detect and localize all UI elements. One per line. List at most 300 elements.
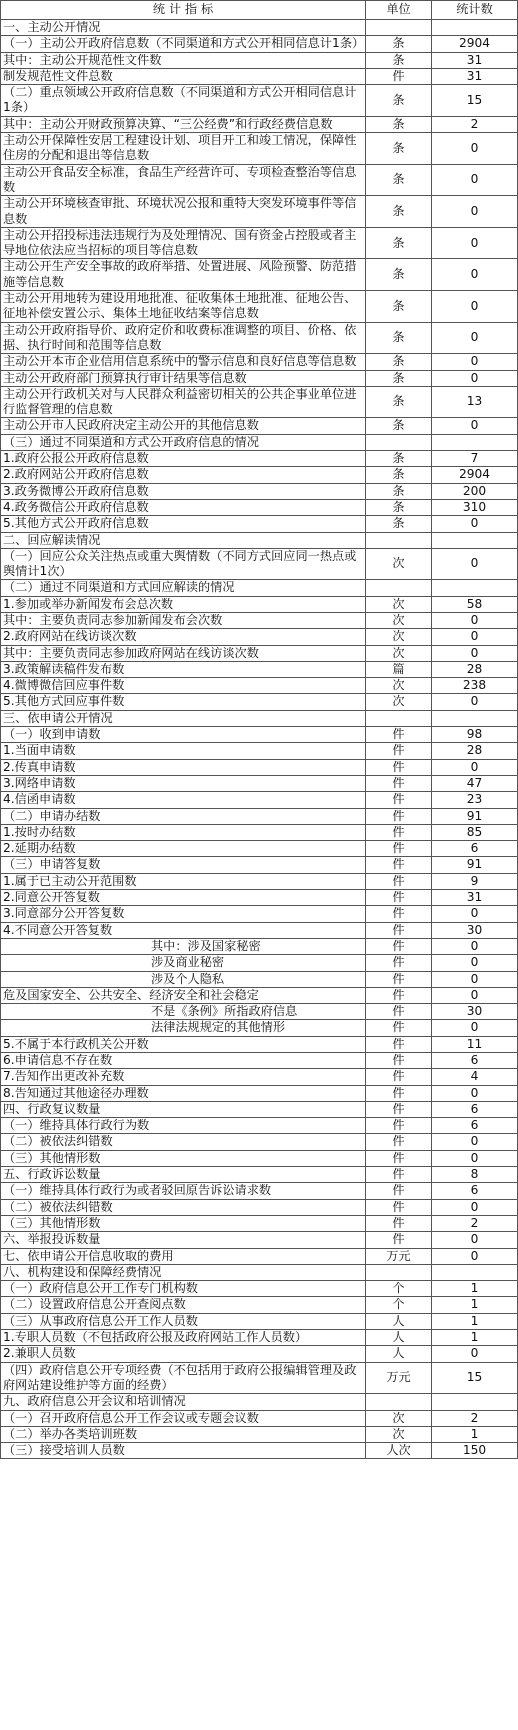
unit-cell: 件 [366, 775, 432, 791]
count-cell: 15 [432, 85, 518, 117]
count-cell: 30 [432, 1004, 518, 1020]
count-cell: 58 [432, 596, 518, 612]
indicator-cell: 主动公开用地转为建设用地批准、征收集体土地批准、征地公告、征地补偿安置公示、集体土地征收结案等信息数 [1, 291, 366, 323]
count-cell: 0 [432, 987, 518, 1003]
count-cell: 6 [432, 841, 518, 857]
unit-cell [366, 1394, 432, 1410]
count-cell: 2904 [432, 36, 518, 52]
table-row [1, 1346, 518, 1362]
table-row [1, 1281, 518, 1297]
count-cell: 0 [432, 759, 518, 775]
table-row [1, 1443, 518, 1459]
count-cell: 6 [432, 1118, 518, 1134]
count-cell [432, 532, 518, 548]
indicator-cell: 主动公开保障性安居工程建设计划、项目开工和竣工情况，保障性住房的分配和退出等信息数 [1, 133, 366, 165]
table-row [1, 743, 518, 759]
unit-cell: 条 [366, 196, 432, 228]
indicator-cell: 其中：主动公开财政预算决算、“三公经费”和行政经费信息数 [1, 116, 366, 132]
count-cell: 6 [432, 1053, 518, 1069]
indicator-cell: （四）政府信息公开专项经费（不包括用于政府公报编辑管理及政府网站建设维护等方面的经费） [1, 1362, 366, 1394]
unit-cell: 件 [366, 1053, 432, 1069]
count-cell: 31 [432, 890, 518, 906]
indicator-cell: （一）收到申请数 [1, 727, 366, 743]
indicator-cell: 危及国家安全、公共安全、经济安全和社会稳定 [1, 987, 366, 1003]
indicator-cell: 4.信函申请数 [1, 792, 366, 808]
unit-cell: 件 [366, 987, 432, 1003]
unit-cell: 件 [366, 808, 432, 824]
unit-cell: 人 [366, 1330, 432, 1346]
table-row [1, 52, 518, 68]
unit-cell: 次 [366, 678, 432, 694]
unit-cell: 个 [366, 1297, 432, 1313]
unit-cell: 次 [366, 1410, 432, 1426]
count-cell: 0 [432, 1134, 518, 1150]
table-row [1, 1167, 518, 1183]
indicator-cell: 5.其他方式公开政府信息数 [1, 516, 366, 532]
unit-cell: 条 [366, 133, 432, 165]
indicator-cell: 九、政府信息公开会议和培训情况 [1, 1394, 366, 1410]
table-row [1, 116, 518, 132]
count-cell: 7 [432, 451, 518, 467]
table-row [1, 1004, 518, 1020]
count-cell: 150 [432, 1443, 518, 1459]
indicator-cell: 主动公开生产安全事故的政府举措、处置进展、风险预警、防范措施等信息数 [1, 259, 366, 291]
unit-cell: 人次 [366, 1443, 432, 1459]
indicator-cell: 4.政务微信公开政府信息数 [1, 499, 366, 515]
indicator-cell: 主动公开食品安全标准，食品生产经营许可、专项检查整治等信息数 [1, 164, 366, 196]
unit-cell: 条 [366, 499, 432, 515]
table-row [1, 483, 518, 499]
indicator-cell: 1.按时办结数 [1, 824, 366, 840]
indicator-cell: 2.兼职人员数 [1, 1346, 366, 1362]
count-cell [432, 1394, 518, 1410]
unit-cell: 件 [366, 824, 432, 840]
count-cell: 0 [432, 291, 518, 323]
count-cell: 0 [432, 164, 518, 196]
indicator-cell: （三）接受培训人员数 [1, 1443, 366, 1459]
table-row [1, 451, 518, 467]
count-cell: 30 [432, 922, 518, 938]
table-row [1, 418, 518, 434]
unit-cell: 件 [366, 955, 432, 971]
unit-cell: 条 [366, 451, 432, 467]
count-cell: 0 [432, 612, 518, 628]
header-indicator: 统 计 指 标 [1, 1, 366, 20]
count-cell: 0 [432, 1346, 518, 1362]
unit-cell: 件 [366, 727, 432, 743]
table-row [1, 36, 518, 52]
unit-cell: 条 [366, 227, 432, 259]
table-row [1, 1362, 518, 1394]
indicator-cell: 涉及个人隐私 [1, 971, 366, 987]
count-cell: 2904 [432, 467, 518, 483]
indicator-cell: 不是《条例》所指政府信息 [1, 1004, 366, 1020]
unit-cell: 次 [366, 645, 432, 661]
unit-cell: 条 [366, 259, 432, 291]
table-row [1, 1232, 518, 1248]
unit-cell: 件 [366, 1004, 432, 1020]
table-row [1, 808, 518, 824]
unit-cell: 件 [366, 792, 432, 808]
table-row [1, 987, 518, 1003]
unit-cell [366, 20, 432, 36]
unit-cell: 次 [366, 612, 432, 628]
indicator-cell: （一）维持具体行政行为或者驳回原告诉讼请求数 [1, 1183, 366, 1199]
indicator-cell: （三）通过不同渠道和方式公开政府信息的情况 [1, 434, 366, 450]
count-cell: 310 [432, 499, 518, 515]
count-cell: 1 [432, 1330, 518, 1346]
count-cell: 0 [432, 1232, 518, 1248]
indicator-cell: 3.政策解读稿件发布数 [1, 661, 366, 677]
count-cell: 0 [432, 196, 518, 228]
table-row [1, 1134, 518, 1150]
table-row [1, 1053, 518, 1069]
count-cell: 0 [432, 1020, 518, 1036]
table-row [1, 1394, 518, 1410]
unit-cell: 件 [366, 890, 432, 906]
count-cell: 2 [432, 116, 518, 132]
indicator-cell: 主动公开市人民政府决定主动公开的其他信息数 [1, 418, 366, 434]
count-cell: 0 [432, 1085, 518, 1101]
unit-cell: 件 [366, 922, 432, 938]
unit-cell: 个 [366, 1281, 432, 1297]
indicator-cell: 3.同意部分公开答复数 [1, 906, 366, 922]
unit-cell: 件 [366, 1167, 432, 1183]
table-row [1, 164, 518, 196]
table-row [1, 1069, 518, 1085]
table-row [1, 775, 518, 791]
indicator-cell: （二）申请办结数 [1, 808, 366, 824]
unit-cell: 次 [366, 548, 432, 580]
indicator-cell: 2.政府网站公开政府信息数 [1, 467, 366, 483]
table-row [1, 661, 518, 677]
indicator-cell: （二）被依法纠错数 [1, 1134, 366, 1150]
unit-cell [366, 710, 432, 726]
count-cell: 23 [432, 792, 518, 808]
unit-cell: 件 [366, 1101, 432, 1117]
count-cell: 13 [432, 386, 518, 418]
count-cell: 0 [432, 516, 518, 532]
table-row [1, 386, 518, 418]
table-row [1, 890, 518, 906]
unit-cell: 条 [366, 370, 432, 386]
count-cell: 6 [432, 1101, 518, 1117]
count-cell: 0 [432, 227, 518, 259]
unit-cell: 次 [366, 629, 432, 645]
indicator-cell: 其中：涉及国家秘密 [1, 938, 366, 954]
table-row [1, 354, 518, 370]
header-unit: 单位 [366, 1, 432, 20]
count-cell: 0 [432, 354, 518, 370]
indicator-cell: （三）申请答复数 [1, 857, 366, 873]
count-cell: 0 [432, 955, 518, 971]
indicator-cell: 4.不同意公开答复数 [1, 922, 366, 938]
count-cell: 28 [432, 743, 518, 759]
count-cell: 1 [432, 1313, 518, 1329]
table-row [1, 1264, 518, 1280]
unit-cell: 条 [366, 322, 432, 354]
table-row [1, 467, 518, 483]
indicator-cell: 主动公开招投标违法违规行为及处理情况、国有资金占控股或者主导地位依法应当招标的项目等信息数 [1, 227, 366, 259]
table-row [1, 1150, 518, 1166]
table-row [1, 906, 518, 922]
count-cell: 47 [432, 775, 518, 791]
indicator-cell: 其中：主要负责同志参加政府网站在线访谈次数 [1, 645, 366, 661]
indicator-cell: （二）设置政府信息公开查阅点数 [1, 1297, 366, 1313]
table-row [1, 1410, 518, 1426]
count-cell: 0 [432, 259, 518, 291]
unit-cell: 件 [366, 68, 432, 84]
count-cell: 2 [432, 1410, 518, 1426]
table-row [1, 133, 518, 165]
unit-cell: 件 [366, 938, 432, 954]
indicator-cell: 其中：主动公开规范性文件数 [1, 52, 366, 68]
unit-cell: 次 [366, 694, 432, 710]
unit-cell: 篇 [366, 661, 432, 677]
unit-cell: 条 [366, 116, 432, 132]
count-cell [432, 20, 518, 36]
indicator-cell: 2.同意公开答复数 [1, 890, 366, 906]
indicator-cell: （一）主动公开政府信息数（不同渠道和方式公开相同信息计1条） [1, 36, 366, 52]
table-row [1, 792, 518, 808]
unit-cell: 人 [366, 1313, 432, 1329]
unit-cell: 条 [366, 291, 432, 323]
table-row [1, 857, 518, 873]
count-cell: 0 [432, 694, 518, 710]
count-cell: 15 [432, 1362, 518, 1394]
unit-cell: 件 [366, 1020, 432, 1036]
table-row [1, 580, 518, 596]
table-row [1, 922, 518, 938]
count-cell: 91 [432, 808, 518, 824]
table-row [1, 645, 518, 661]
unit-cell: 件 [366, 1232, 432, 1248]
unit-cell [366, 1264, 432, 1280]
table-row [1, 873, 518, 889]
table-row [1, 1183, 518, 1199]
unit-cell: 条 [366, 164, 432, 196]
indicator-cell: 3.政务微博公开政府信息数 [1, 483, 366, 499]
count-cell: 0 [432, 418, 518, 434]
count-cell: 31 [432, 68, 518, 84]
table-row [1, 955, 518, 971]
table-row [1, 694, 518, 710]
table-row [1, 322, 518, 354]
count-cell: 0 [432, 645, 518, 661]
indicator-cell: 1.政府公报公开政府信息数 [1, 451, 366, 467]
indicator-cell: 二、回应解读情况 [1, 532, 366, 548]
unit-cell [366, 532, 432, 548]
unit-cell: 件 [366, 873, 432, 889]
table-row [1, 727, 518, 743]
count-cell: 0 [432, 938, 518, 954]
indicator-cell: 法律法规规定的其他情形 [1, 1020, 366, 1036]
indicator-cell: （二）被依法纠错数 [1, 1199, 366, 1215]
indicator-cell: 主动公开行政机关对与人民群众利益密切相关的公共企事业单位进行监督管理的信息数 [1, 386, 366, 418]
table-row [1, 1199, 518, 1215]
indicator-cell: 1.参加或举办新闻发布会总次数 [1, 596, 366, 612]
table-row [1, 938, 518, 954]
indicator-cell: （三）其他情形数 [1, 1215, 366, 1231]
unit-cell: 件 [366, 1069, 432, 1085]
count-cell: 1 [432, 1426, 518, 1442]
table-row [1, 841, 518, 857]
count-cell: 1 [432, 1281, 518, 1297]
indicator-cell: 主动公开环境核查审批、环境状况公报和重特大突发环境事件等信息数 [1, 196, 366, 228]
unit-cell: 条 [366, 52, 432, 68]
unit-cell: 件 [366, 1215, 432, 1231]
unit-cell [366, 434, 432, 450]
indicator-cell: 1.当面申请数 [1, 743, 366, 759]
table-row [1, 824, 518, 840]
indicator-cell: 7.告知作出更改补充数 [1, 1069, 366, 1085]
indicator-cell: 5.不属于本行政机关公开数 [1, 1036, 366, 1052]
count-cell: 9 [432, 873, 518, 889]
table-row [1, 499, 518, 515]
unit-cell: 条 [366, 467, 432, 483]
indicator-cell: 1.专职人员数（不包括政府公报及政府网站工作人员数） [1, 1330, 366, 1346]
count-cell: 31 [432, 52, 518, 68]
count-cell: 0 [432, 1150, 518, 1166]
indicator-cell: 主动公开政府指导价、政府定价和收费标准调整的项目、价格、依据、执行时间和范围等信息数 [1, 322, 366, 354]
unit-cell: 条 [366, 36, 432, 52]
count-cell [432, 580, 518, 596]
indicator-cell: 6.申请信息不存在数 [1, 1053, 366, 1069]
count-cell: 0 [432, 370, 518, 386]
indicator-cell: （三）从事政府信息公开工作人员数 [1, 1313, 366, 1329]
indicator-cell: 四、行政复议数量 [1, 1101, 366, 1117]
indicator-cell: （三）其他情形数 [1, 1150, 366, 1166]
unit-cell: 件 [366, 1150, 432, 1166]
table-row [1, 1085, 518, 1101]
indicator-cell: 5.其他方式回应事件数 [1, 694, 366, 710]
indicator-cell: 8.告知通过其他途径办理数 [1, 1085, 366, 1101]
header-row [1, 1, 518, 20]
header-count: 统计数 [432, 1, 518, 20]
indicator-cell: 一、主动公开情况 [1, 20, 366, 36]
indicator-cell: 4.微博微信回应事件数 [1, 678, 366, 694]
indicator-cell: 六、举报投诉数量 [1, 1232, 366, 1248]
unit-cell: 条 [366, 418, 432, 434]
indicator-cell: 主动公开本市企业信用信息系统中的警示信息和良好信息等信息数 [1, 354, 366, 370]
count-cell: 8 [432, 1167, 518, 1183]
table-row [1, 1313, 518, 1329]
indicator-cell: 2.延期办结数 [1, 841, 366, 857]
table-row [1, 971, 518, 987]
unit-cell: 件 [366, 857, 432, 873]
indicator-cell: （一）回应公众关注热点或重大舆情数（不同方式回应同一热点或舆情计1次） [1, 548, 366, 580]
indicator-cell: 主动公开政府部门预算执行审计结果等信息数 [1, 370, 366, 386]
unit-cell: 万元 [366, 1362, 432, 1394]
table-row [1, 596, 518, 612]
count-cell: 0 [432, 322, 518, 354]
unit-cell: 件 [366, 1036, 432, 1052]
unit-cell: 件 [366, 971, 432, 987]
unit-cell: 件 [366, 1134, 432, 1150]
unit-cell: 件 [366, 841, 432, 857]
indicator-cell: （二）通过不同渠道和方式回应解读的情况 [1, 580, 366, 596]
table-row [1, 20, 518, 36]
count-cell: 98 [432, 727, 518, 743]
indicator-cell: （一）召开政府信息公开工作会议或专题会议数 [1, 1410, 366, 1426]
count-cell: 0 [432, 133, 518, 165]
count-cell: 0 [432, 629, 518, 645]
table-row [1, 678, 518, 694]
table-row [1, 68, 518, 84]
table-row [1, 1248, 518, 1264]
indicator-cell: 八、机构建设和保障经费情况 [1, 1264, 366, 1280]
count-cell: 238 [432, 678, 518, 694]
indicator-cell: 制发规范性文件总数 [1, 68, 366, 84]
unit-cell: 件 [366, 1085, 432, 1101]
table-row [1, 629, 518, 645]
indicator-cell: 2.政府网站在线访谈次数 [1, 629, 366, 645]
table-row [1, 1426, 518, 1442]
unit-cell: 人 [366, 1346, 432, 1362]
table-row [1, 227, 518, 259]
indicator-cell: 2.传真申请数 [1, 759, 366, 775]
table-row [1, 1101, 518, 1117]
table-row [1, 291, 518, 323]
table-row [1, 612, 518, 628]
indicator-cell: 1.属于已主动公开范围数 [1, 873, 366, 889]
count-cell: 2 [432, 1215, 518, 1231]
table-row [1, 370, 518, 386]
table-row [1, 548, 518, 580]
indicator-cell: 涉及商业秘密 [1, 955, 366, 971]
table-row [1, 1297, 518, 1313]
count-cell: 200 [432, 483, 518, 499]
table-row [1, 1330, 518, 1346]
unit-cell: 万元 [366, 1248, 432, 1264]
count-cell: 1 [432, 1297, 518, 1313]
unit-cell: 条 [366, 516, 432, 532]
table-row [1, 759, 518, 775]
indicator-cell: 三、依申请公开情况 [1, 710, 366, 726]
count-cell [432, 434, 518, 450]
table-row [1, 1036, 518, 1052]
count-cell: 0 [432, 971, 518, 987]
table-row [1, 196, 518, 228]
unit-cell: 件 [366, 743, 432, 759]
indicator-cell: （二）重点领域公开政府信息数（不同渠道和方式公开相同信息计1条） [1, 85, 366, 117]
count-cell: 0 [432, 548, 518, 580]
count-cell: 0 [432, 906, 518, 922]
table-row [1, 1020, 518, 1036]
indicator-cell: 3.网络申请数 [1, 775, 366, 791]
unit-cell: 件 [366, 759, 432, 775]
unit-cell: 条 [366, 386, 432, 418]
table-row [1, 259, 518, 291]
count-cell: 6 [432, 1183, 518, 1199]
unit-cell: 次 [366, 1426, 432, 1442]
count-cell: 4 [432, 1069, 518, 1085]
table-row [1, 85, 518, 117]
unit-cell: 件 [366, 1183, 432, 1199]
unit-cell: 条 [366, 85, 432, 117]
unit-cell: 件 [366, 1199, 432, 1215]
indicator-cell: （二）举办各类培训班数 [1, 1426, 366, 1442]
table-row [1, 1215, 518, 1231]
table-row [1, 516, 518, 532]
indicator-cell: 五、行政诉讼数量 [1, 1167, 366, 1183]
count-cell: 85 [432, 824, 518, 840]
unit-cell: 件 [366, 1118, 432, 1134]
table-row [1, 1118, 518, 1134]
count-cell [432, 710, 518, 726]
table-row [1, 710, 518, 726]
indicator-cell: 七、依申请公开信息收取的费用 [1, 1248, 366, 1264]
